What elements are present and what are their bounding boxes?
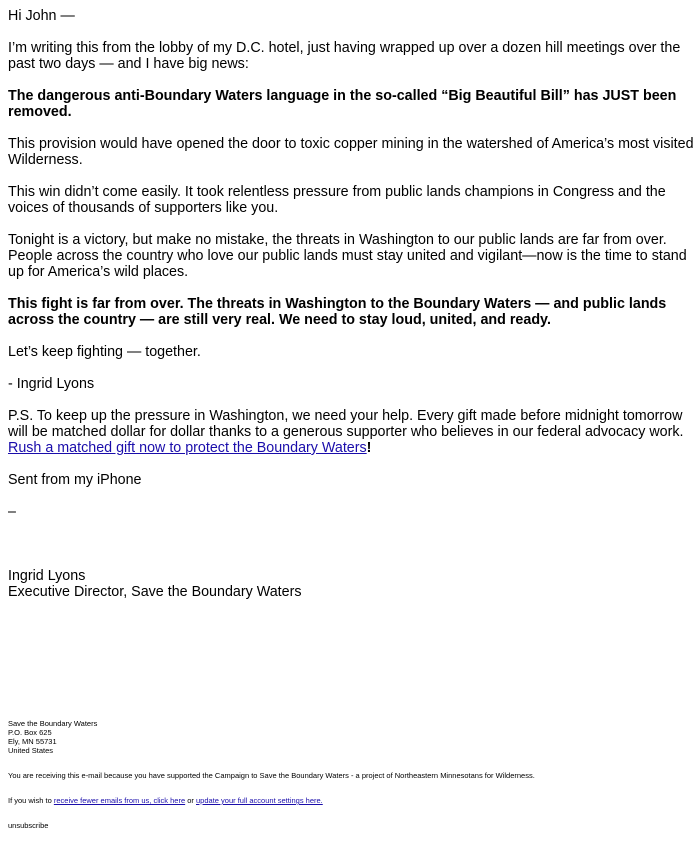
signature-block — [8, 568, 696, 600]
paragraph-keep-fighting: Let’s keep fighting — together. — [8, 344, 201, 360]
short-signoff: - Ingrid Lyons — [8, 376, 95, 392]
paragraph-win: This win didn’t come easily. It took relentless pressure from public lands champions in Congress and the voices of thousands of supporters like you. — [8, 184, 666, 216]
preferences-line — [8, 796, 688, 805]
spacer — [8, 536, 696, 568]
footer-country: United States — [8, 746, 54, 755]
paragraph-fight-callout: This fight is far from over. The threats in Washington to the Boundary Waters — and public lands across the country — are still very real. We need to stay loud, united, and ready. — [8, 296, 667, 328]
dash-separator: – — [8, 504, 16, 520]
postscript — [8, 408, 696, 456]
email-footer — [8, 719, 688, 830]
email-body — [8, 8, 696, 600]
signature-name: Ingrid Lyons — [8, 568, 86, 584]
fewer-emails-link[interactable]: receive fewer emails from us, click here — [53, 796, 186, 805]
postscript-exclamation: ! — [366, 440, 372, 456]
footer-city: Ely, MN 55731 — [8, 737, 57, 746]
paragraph-provision: This provision would have opened the door to toxic copper mining in the watershed of America’s most visited Wilderness. — [8, 136, 694, 168]
mailing-address — [8, 719, 688, 755]
donate-link[interactable]: Rush a matched gift now to protect the Boundary Waters — [8, 440, 367, 456]
preferences-or: or — [185, 796, 196, 805]
signature-title: Executive Director, Save the Boundary Waters — [8, 584, 302, 600]
footer-po-box: P.O. Box 625 — [8, 728, 52, 737]
paragraph-intro: I’m writing this from the lobby of my D.C. hotel, just having wrapped up over a dozen hill meetings over the past two days — and I have big news: — [8, 40, 681, 72]
receiving-notice: You are receiving this e-mail because you have supported the Campaign to Save the Boundary Waters - a project of Northeastern Minnesotans for Wilderness. — [8, 771, 535, 780]
sent-from-line: Sent from my iPhone — [8, 472, 142, 488]
footer-org-name: Save the Boundary Waters — [8, 719, 98, 728]
greeting: Hi John — — [8, 8, 75, 24]
postscript-text: P.S. To keep up the pressure in Washington, we need your help. Every gift made before midnight tomorrow will be matched dollar for dollar thanks to a generous supporter who believes in our federal advocacy work. — [8, 408, 684, 440]
update-link[interactable]: update — [196, 796, 219, 805]
preferences-prefix: If you wish to — [8, 796, 54, 805]
paragraph-news-headline: The dangerous anti-Boundary Waters language in the so-called “Big Beautiful Bill” has JUST been removed. — [8, 88, 677, 120]
unsubscribe-link[interactable]: unsubscribe — [8, 821, 49, 830]
paragraph-victory: Tonight is a victory, but make no mistake, the threats in Washington to our public lands are far from over. People across the country who love our public lands must stay united and vigilant—now is the time to stand up for America’s wild places. — [8, 232, 687, 280]
account-settings-link[interactable]: your full account settings here. — [218, 796, 323, 805]
